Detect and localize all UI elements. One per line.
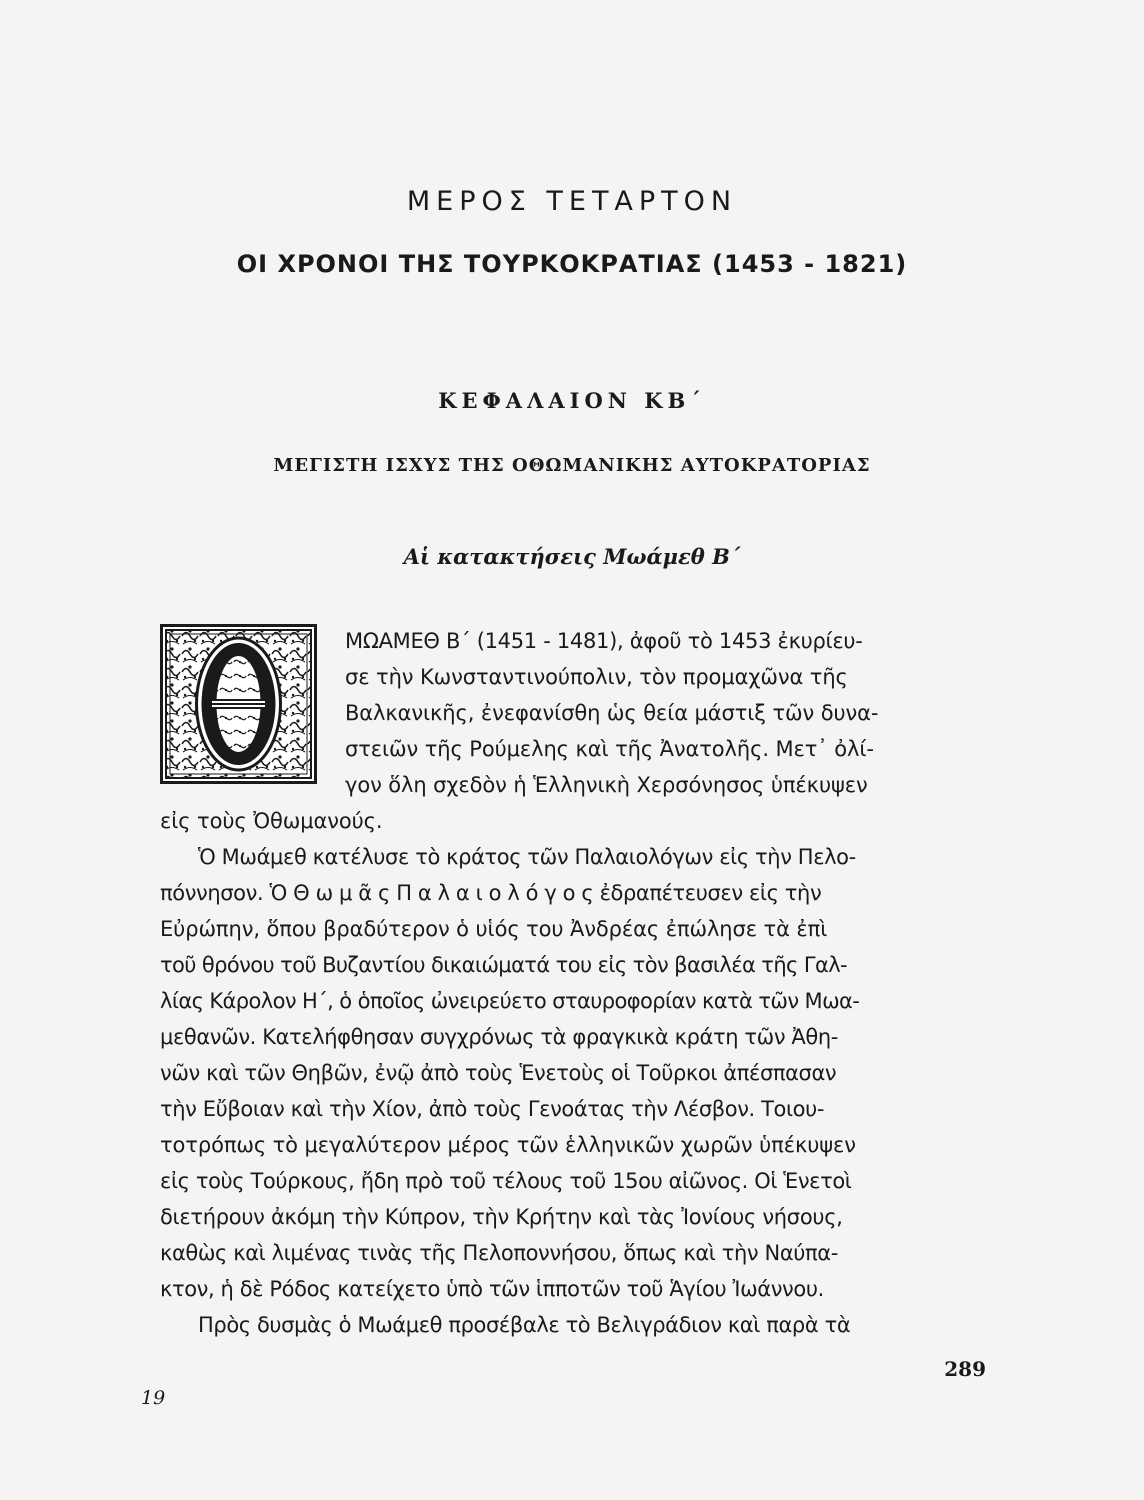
body-line: Πρὸς δυσμὰς ὁ Μωάμεθ προσέβαλε τὸ Βελιγράδιον καὶ παρὰ τὰ — [198, 1313, 851, 1337]
body-line: καθὼς καὶ λιμένας τινὰς τῆς Πελοποννήσου, ὅπως καὶ τὴν Ναύπα- — [160, 1241, 838, 1265]
body-line: εἰς τοὺς Ὀθωμανούς. — [160, 809, 383, 833]
chapter-heading: ΚΕΦΑΛΑΙΟΝ ΚΒ΄ — [438, 388, 706, 413]
body-line: νῶν καὶ τῶν Θηβῶν, ἐνῷ ἀπὸ τοὺς Ἑνετοὺς οἱ Τοῦρκοι ἀπέσπασαν — [160, 1061, 837, 1085]
body-line: διετήρουν ἀκόμη τὴν Κύπρον, τὴν Κρήτην καὶ τὰς Ἰονίους νήσους, — [160, 1205, 843, 1229]
body-line: πόννησον. Ὁ Θ ω μ ᾶ ς Π α λ α ι ο λ ό γ ο ς ἐδραπέτευσεν εἰς τὴν — [160, 881, 822, 905]
signature-mark: 19 — [141, 1387, 166, 1409]
body-line: στειῶν τῆς Ρούμελης καὶ τῆς Ἀνατολῆς. Μετ᾽ ὀλί- — [345, 737, 874, 761]
page-number: 289 — [944, 1357, 986, 1381]
body-line: τὴν Εὔβοιαν καὶ τὴν Χίον, ἀπὸ τοὺς Γενοάτας τὴν Λέσβον. Τοιου- — [160, 1097, 825, 1121]
part-subtitle: ΟΙ ΧΡΟΝΟΙ ΤΗΣ ΤΟΥΡΚΟΚΡΑΤΙΑΣ (1453 - 1821) — [236, 250, 908, 278]
body-line: τοτρόπως τὸ μεγαλύτερον μέρος τῶν ἑλληνικῶν χωρῶν ὑπέκυψεν — [160, 1133, 856, 1157]
body-line: μεθανῶν. Κατελήφθησαν συγχρόνως τὰ φραγκικὰ κράτη τῶν Ἀθη- — [160, 1025, 838, 1049]
body-line: ΜΩΑΜΕΘ Β΄ (1451 - 1481), ἀφοῦ τὸ 1453 ἐκυρίευ- — [345, 629, 863, 653]
body-line: Βαλκανικῆς, ἐνεφανίσθη ὡς θεία μάστιξ τῶν δυνα- — [345, 701, 879, 725]
part-title: ΜΕΡΟΣ ΤΕΤΑΡΤΟΝ — [406, 186, 738, 217]
body-line: σε τὴν Κωνσταντινούπολιν, τὸν προμαχῶνα τῆς — [345, 665, 848, 689]
body-line: γον ὅλη σχεδὸν ἡ Ἑλληνικὴ Χερσόνησος ὑπέκυψεν — [345, 773, 868, 797]
ornamental-initial-theta-icon — [160, 624, 317, 784]
body-line: εἰς τοὺς Τούρκους, ἤδη πρὸ τοῦ τέλους τοῦ 15ου αἰῶνος. Οἱ Ἑνετοὶ — [160, 1169, 852, 1193]
chapter-subtitle: ΜΕΓΙΣΤΗ ΙΣΧΥΣ ΤΗΣ ΟΘΩΜΑΝΙΚΗΣ ΑΥΤΟΚΡΑΤΟΡΙΑΣ — [273, 455, 871, 476]
body-line: λίας Κάρολον Η΄, ὁ ὁποῖος ὠνειρεύετο σταυροφορίαν κατὰ τῶν Μωα- — [160, 989, 860, 1013]
body-line: Εὐρώπην, ὅπου βραδύτερον ὁ υἱός του Ἀνδρέας ἐπώλησε τὰ ἐπὶ — [160, 917, 828, 941]
section-title: Αἱ κατακτήσεις Μωάμεθ Β΄ — [403, 544, 741, 569]
body-line: Ὁ Μωάμεθ κατέλυσε τὸ κράτος τῶν Παλαιολόγων εἰς τὴν Πελο- — [198, 845, 856, 869]
body-line: τοῦ θρόνου τοῦ Βυζαντίου δικαιώματά του εἰς τὸν βασιλέα τῆς Γαλ- — [160, 953, 848, 977]
body-line: κτον, ἡ δὲ Ρόδος κατείχετο ὑπὸ τῶν ἱπποτῶν τοῦ Ἁγίου Ἰωάννου. — [160, 1277, 824, 1301]
